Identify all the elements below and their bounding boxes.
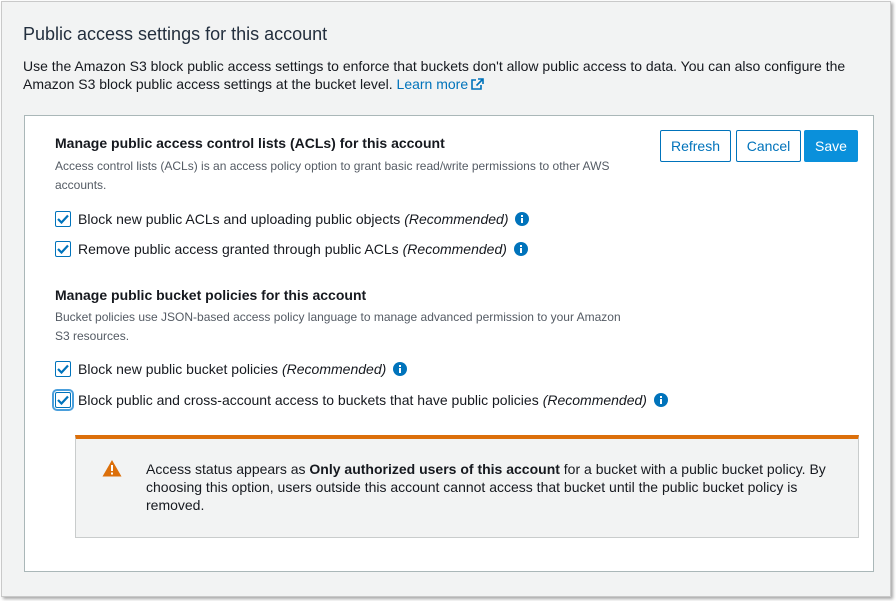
policy-section-title: Manage public bucket policies for this account [55,287,367,303]
intro-description: Use the Amazon S3 block public access settings to enforce that buckets don't allow public access to data. You can also configure the Amazon S3 block public access settings at the bucket level. [23,58,846,92]
check-icon [57,395,69,405]
learn-more-link[interactable]: Learn more [397,76,485,92]
save-button[interactable]: Save [804,130,858,162]
option-label: Block new public ACLs and uploading public objects [78,211,401,227]
check-icon [57,364,69,374]
checkbox-block-new-policies[interactable] [55,361,71,377]
acl-section-description: Access control lists (ACLs) is an access policy option to grant basic read/write permissions to other AWS accounts. [55,159,610,192]
checkbox-block-cross-account[interactable] [55,392,71,408]
external-link-icon [470,77,484,95]
checkbox-remove-public-acls[interactable] [55,241,71,257]
info-icon[interactable] [515,212,529,226]
recommended-note: (Recommended) [404,211,509,227]
info-icon[interactable] [654,393,668,407]
info-icon[interactable] [393,362,407,376]
cancel-button[interactable]: Cancel [736,130,801,162]
option-label: Remove public access granted through public ACLs [78,241,399,257]
option-remove-public-acls[interactable] [55,239,528,259]
info-icon[interactable] [514,242,528,256]
refresh-button[interactable]: Refresh [660,130,731,162]
option-label: Block new public bucket policies [78,361,278,377]
option-block-new-acls[interactable] [55,209,529,229]
alert-message: Access status appears as Only authorized users of this account for a bucket with a public bucket policy. By choosing this option, users outside this account cannot access that bucket until the public bucket policy is removed. [146,461,826,513]
acl-section-title: Manage public access control lists (ACLs) for this account [55,135,445,151]
check-icon [57,244,69,254]
checkbox-block-new-acls[interactable] [55,211,71,227]
option-label: Block public and cross-account access to buckets that have public policies [78,392,539,408]
alert-emphasis: Only authorized users of this account [309,461,560,477]
option-block-new-policies[interactable] [55,359,407,379]
settings-panel [1,1,891,597]
recommended-note: (Recommended) [542,392,647,408]
warning-alert [75,435,859,538]
policy-section-description: Bucket policies use JSON-based access policy language to manage advanced permission to your Amazon S3 resources. [55,310,621,343]
page-title: Public access settings for this account [23,24,328,44]
recommended-note: (Recommended) [282,361,387,377]
settings-card [24,115,874,572]
warning-icon [102,459,122,482]
intro-text [23,57,853,95]
check-icon [57,214,69,224]
option-block-cross-account[interactable] [55,390,668,410]
recommended-note: (Recommended) [402,241,507,257]
